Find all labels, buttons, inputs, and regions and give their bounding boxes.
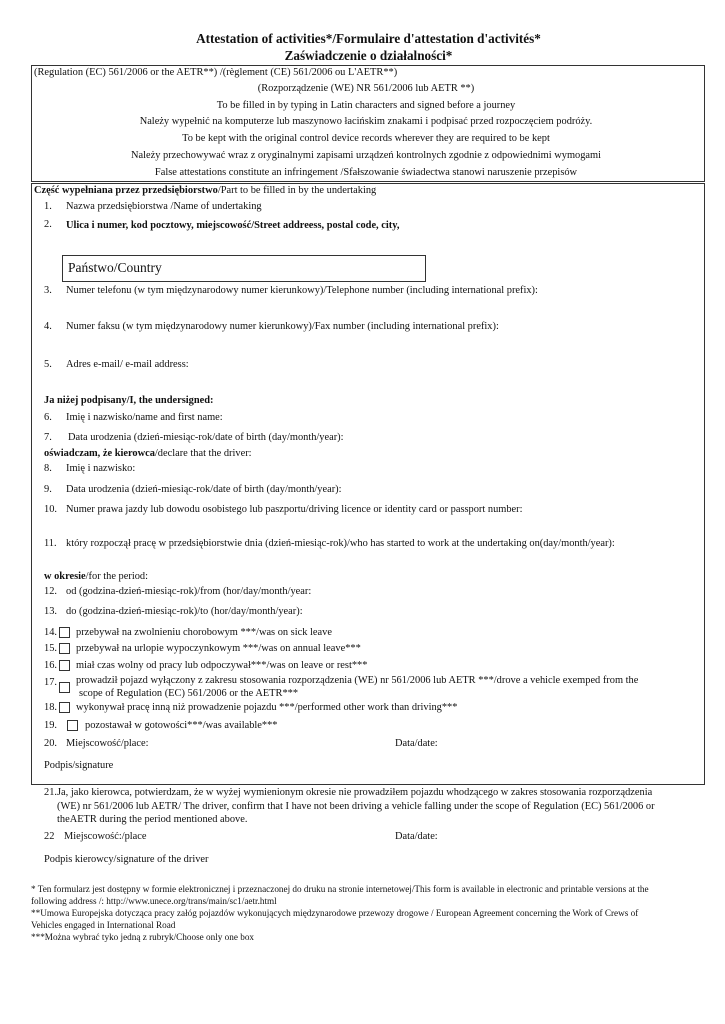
- footnote-2-line2: Vehicles engaged in International Road: [31, 920, 176, 930]
- instruction-line: Należy przechowywać wraz z oryginalnymi zapisami urządzeń kontrolnych zgodnie z odpowiednimi wymogami: [130, 150, 601, 161]
- form-title-line2: Zaświadczenie o działalności*: [284, 48, 453, 63]
- field-10-number: 10.: [44, 504, 57, 515]
- field-3-label: Numer telefonu (w tym międzynarodowy numer kierunkowy)/Telephone number (including international prefix):: [66, 285, 538, 296]
- declare-bold: oświadczam, że kierowca: [44, 448, 155, 459]
- regulation-en-fr: (Regulation (EC) 561/2006 or the AETR**) /(règlement (CE) 561/2006 ou L'AETR**): [34, 67, 398, 78]
- field-14-label: przebywał na zwolnieniu chorobowym ***/was on sick leave: [76, 627, 332, 638]
- form-title-line1: Attestation of activities*/Formulaire d'attestation d'activités*: [196, 31, 541, 46]
- field-4-label: Numer faksu (w tym międzynarodowy numer kierunkowy)/Fax number (including international prefix):: [66, 321, 499, 332]
- field-8-label: Imię i nazwisko:: [66, 463, 136, 474]
- instruction-line: To be filled in by typing in Latin characters and signed before a journey: [216, 100, 516, 111]
- field-22-date-label: Data/date:: [395, 831, 438, 842]
- field-5-label: Adres e-mail/ e-mail address:: [66, 359, 189, 370]
- footnote-3: ***Można wybrać tyko jedną z rubryk/Choose only one box: [31, 932, 255, 942]
- undertaking-section-header: [34, 185, 376, 197]
- field-10-label: Numer prawa jazdy lub dowodu osobistego lub paszportu/driving licence or identity card or passport number:: [66, 504, 523, 515]
- undersigned-heading: Ja niżej podpisany/I, the undersigned:: [44, 395, 214, 406]
- country-field[interactable]: [62, 255, 426, 282]
- undertaking-signature-label: Podpis/signature: [44, 760, 114, 771]
- field-14-number: 14.: [44, 627, 57, 638]
- declare-rest: /declare that the driver:: [154, 448, 252, 459]
- leave-rest-checkbox[interactable]: [59, 660, 70, 671]
- field-12-number: 12.: [44, 586, 57, 597]
- field-6-number: 6.: [44, 412, 52, 423]
- field-19-number: 19.: [44, 720, 57, 731]
- section-title-bold: Część wypełniana przez przedsiębiorstwo: [34, 185, 218, 196]
- field-2-label: Ulica i numer, kod pocztowy, miejscowość/Street addreess, postal code, city,: [66, 220, 400, 231]
- period-rest: /for the period:: [85, 571, 148, 582]
- field-11-number: 11.: [44, 538, 57, 549]
- field-18-label: wykonywał pracę inną niż prowadzenie pojazdu ***/performed other work than driving***: [76, 702, 458, 713]
- instruction-line: To be kept with the original control device records wherever they are required to be kept: [182, 133, 550, 144]
- field-21-line1: Ja, jako kierowca, potwierdzam, że w wyżej wymienionym okresie nie prowadziłem pojazdu whodzącego w zakres stosowania rozporządzenia: [57, 787, 653, 798]
- field-13-number: 13.: [44, 606, 57, 617]
- instruction-line: Należy wypełnić na komputerze lub maszynowo łacińskim znakami i podpisać przed rozpoczęciem podróży.: [139, 116, 593, 127]
- field-21-number: 21.: [44, 787, 57, 798]
- field-21-line3: theAETR during the period mentioned above.: [57, 814, 248, 825]
- footnote-1-line2: following address /: http://www.unece.org/trans/main/sc1/aetr.html: [31, 896, 277, 906]
- field-21-line2: (WE) nr 561/2006 lub AETR/ The driver, confirm that I have not been driving a vehicle falling under the scope of Regulation (EC) 561/2006 or: [57, 801, 655, 812]
- annual-leave-checkbox[interactable]: [59, 643, 70, 654]
- section-title-rest: /Part to be filled in by the undertaking: [217, 185, 377, 196]
- field-15-number: 15.: [44, 643, 57, 654]
- period-bold: w okresie: [44, 571, 86, 582]
- field-17-label-line1: prowadził pojazd wyłączony z zakresu stosowania rozporządzenia (WE) nr 561/2006 lub AETR ***/drove a vehicle exemped from the: [76, 675, 639, 686]
- field-11-label: który rozpoczął pracę w przedsiębiorstwie dnia (dzień-miesiąc-rok)/who has started to work at the undertaking on(day/month/year):: [66, 538, 615, 549]
- field-8-number: 8.: [44, 463, 52, 474]
- field-5-number: 5.: [44, 359, 52, 370]
- field-13-label: do (godzina-dzień-miesiąc-rok)/to (hor/day/month/year):: [66, 606, 303, 617]
- field-20-place-label: Miejscowość/place:: [66, 738, 149, 749]
- period-heading: [44, 571, 148, 583]
- field-19-label: pozostawał w gotowości***/was available***: [85, 720, 278, 731]
- instruction-line: False attestations constitute an infringement /Sfałszowanie świadectwa stanowi naruszenie przepisów: [154, 167, 578, 178]
- field-6-label: Imię i nazwisko/name and first name:: [66, 412, 223, 423]
- field-15-label: przebywał na urlopie wypoczynkowym ***/was on annual leave***: [76, 643, 361, 654]
- available-checkbox[interactable]: [67, 720, 78, 731]
- field-22-number: 22: [44, 831, 55, 842]
- footnote-1-line1: * Ten formularz jest dostępny w formie elektronicznej i przeznaczonej do druku na stronie internetowej/This form is available in electronic and printable versions at the: [31, 884, 649, 894]
- other-work-checkbox[interactable]: [59, 702, 70, 713]
- field-1-number: 1.: [44, 201, 52, 212]
- regulation-pl: (Rozporządzenie (WE) NR 561/2006 lub AETR **): [257, 83, 475, 94]
- field-4-number: 4.: [44, 321, 52, 332]
- field-1-label: Nazwa przedsiębiorstwa /Name of undertaking: [66, 201, 262, 212]
- country-label: Państwo/Country: [68, 260, 162, 275]
- field-7-label: Data urodzenia (dzień-miesiąc-rok/date of birth (day/month/year):: [68, 432, 344, 443]
- field-16-label: miał czas wolny od pracy lub odpoczywał***/was on leave or rest***: [76, 660, 368, 671]
- field-20-date-label: Data/date:: [395, 738, 438, 749]
- field-18-number: 18.: [44, 702, 57, 713]
- field-17-number: 17.: [44, 677, 57, 688]
- field-16-number: 16.: [44, 660, 57, 671]
- field-3-number: 3.: [44, 285, 52, 296]
- footnote-2-line1: **Umowa Europejska dotycząca pracy załóg pojazdów wykonujących międzynarodowe przewozy drogowe / European Agreement concerning the Work of Crews of: [31, 908, 639, 918]
- driver-signature-label: Podpis kierowcy/signature of the driver: [44, 854, 209, 865]
- field-22-place-label: Miejscowość:/place: [64, 831, 147, 842]
- declare-heading: [44, 448, 252, 460]
- field-20-number: 20.: [44, 738, 57, 749]
- field-7-number: 7.: [44, 432, 52, 443]
- sick-leave-checkbox[interactable]: [59, 627, 70, 638]
- field-9-label: Data urodzenia (dzień-miesiąc-rok/date of birth (day/month/year):: [66, 484, 342, 495]
- exempted-vehicle-checkbox[interactable]: [59, 682, 70, 693]
- field-12-label: od (godzina-dzień-miesiąc-rok)/from (hor/day/month/year:: [66, 586, 312, 597]
- field-2-number: 2.: [44, 219, 52, 230]
- field-9-number: 9.: [44, 484, 52, 495]
- field-17-label-line2: scope of Regulation (EC) 561/2006 or the AETR***: [79, 688, 299, 699]
